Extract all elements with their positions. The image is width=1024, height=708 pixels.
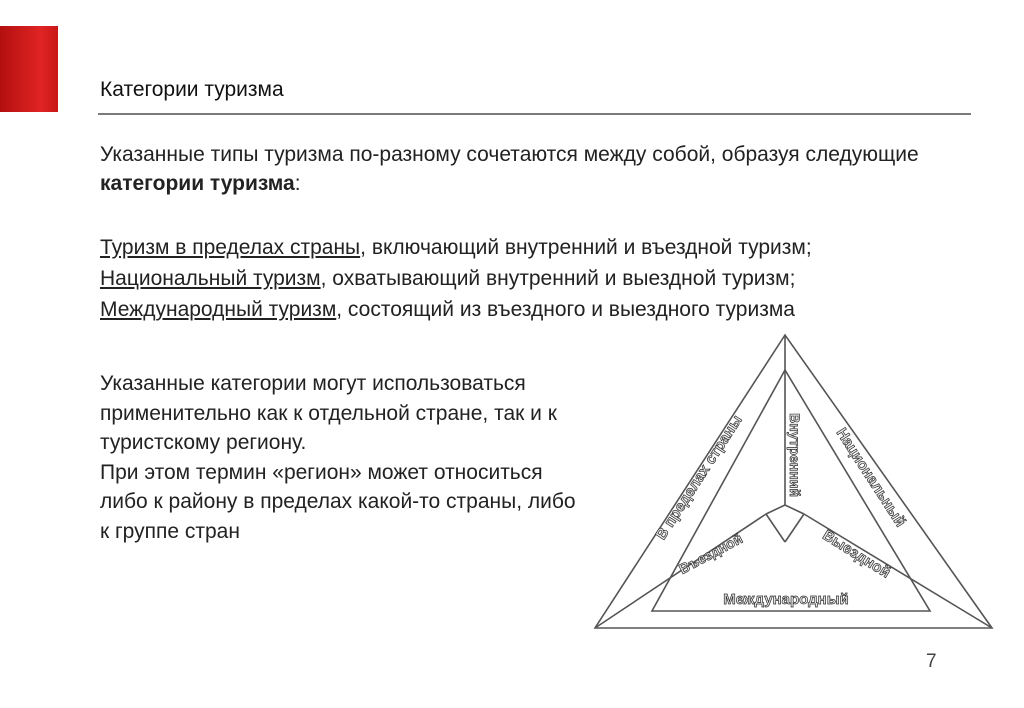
category-item <box>100 263 1000 294</box>
category-description: , охватывающий внутренний и выездной туризм; <box>320 267 796 290</box>
note-block <box>100 369 580 546</box>
intro-text: Указанные типы туризма по-разному сочетаются между собой, образуя следующие <box>100 143 919 166</box>
label-bottom: Международный <box>723 591 849 608</box>
category-item <box>100 232 1000 263</box>
label-inner-top: Внутренний <box>787 413 803 497</box>
category-term: Национальный туризм <box>100 267 321 290</box>
note-paragraph-2: При этом термин «регион» может относиться либо к району в пределах какой-то страны, либо к группе стран <box>100 460 576 543</box>
label-right: Национальный <box>832 425 909 530</box>
inner-junction <box>766 505 804 514</box>
category-description: , включающий внутренний и въездной туризм; <box>360 236 812 259</box>
intro-paragraph <box>100 140 990 198</box>
page-number: 7 <box>926 651 937 672</box>
title-divider <box>98 113 971 115</box>
category-term: Туризм в пределах страны <box>100 236 361 259</box>
category-item <box>100 294 1000 325</box>
intro-bold-term: категории туризма <box>100 172 295 195</box>
label-left: В пределах страны <box>652 412 746 543</box>
category-term: Международный туризм <box>100 298 337 321</box>
note-paragraph-1: Указанные категории могут использоваться применительно как к отдельной стране, так и к туристскому региону. <box>100 372 557 454</box>
categories-list <box>100 232 1000 325</box>
slide-title: Категории туризма <box>100 78 284 101</box>
accent-bar <box>0 26 58 112</box>
junction-bottom-left <box>766 514 785 542</box>
category-description: , состоящий из въездного и выездного туризма <box>336 298 795 321</box>
intro-colon: : <box>294 172 301 195</box>
label-inner-right: Выездной <box>819 526 894 582</box>
label-inner-left: Въездной <box>676 530 746 577</box>
tourism-categories-diagram <box>590 330 1000 635</box>
junction-bottom-right <box>785 514 804 542</box>
